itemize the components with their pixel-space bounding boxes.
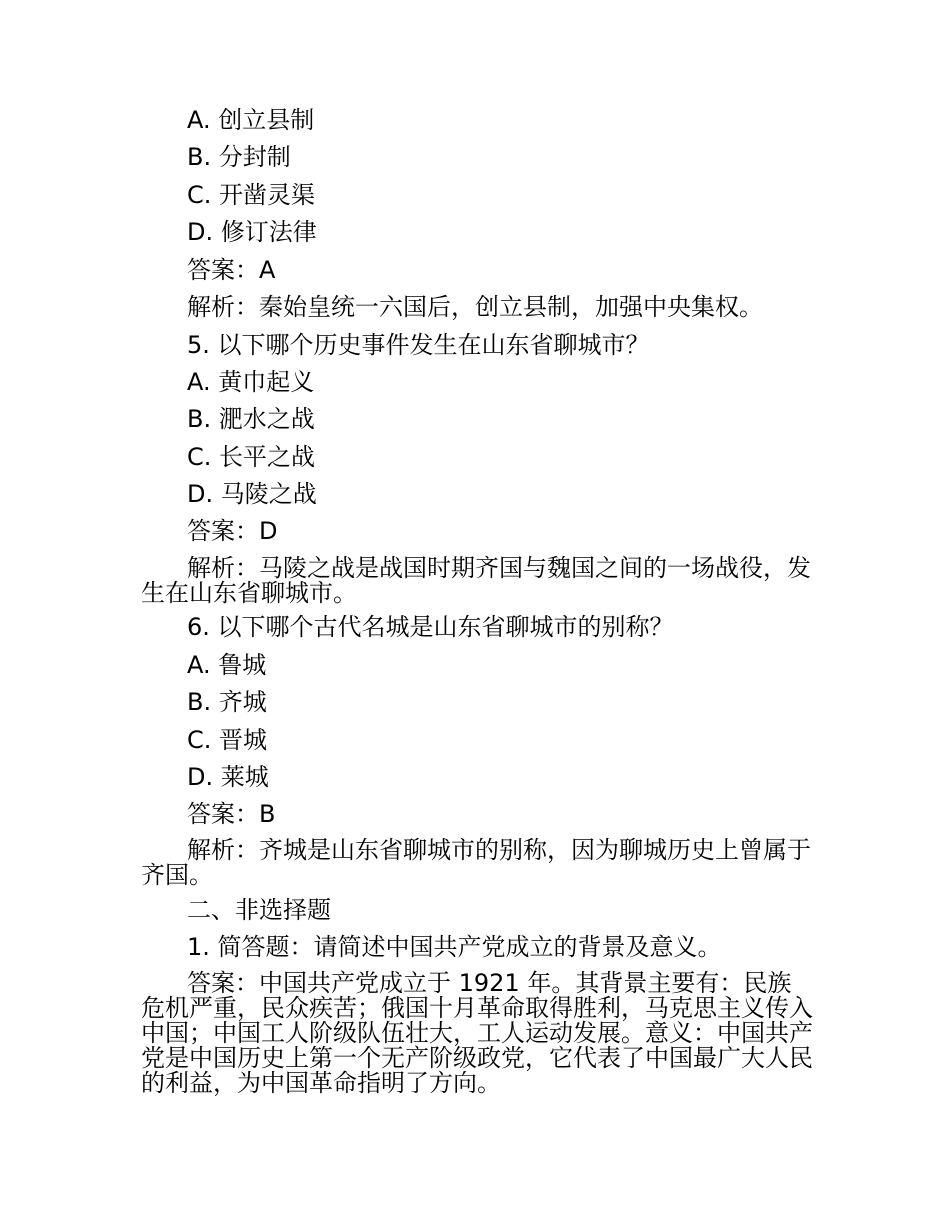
q5-answer: 答案：D (187, 517, 278, 545)
q6-option-a: A. 鲁城 (187, 651, 267, 679)
short-answer-answer-text: 答案：中国共产党成立于 1921 年。其背景主要有：民族危机严重，民众疾苦；俄国十月革命取得胜利，马克思主义传入中国；中国工人阶级队伍壮大，工人运动发展。意义：中国共产党是中国历史上第一个无产阶级政党，它代表了中国最广大人民的利益，为中国革命指明了方向。 (141, 969, 813, 1097)
q5-analysis (141, 556, 813, 606)
q4-option-a: A. 创立县制 (187, 106, 315, 134)
q4-option-c: C. 开凿灵渠 (187, 181, 316, 209)
short-answer-answer (141, 971, 813, 1096)
q5-option-c: C. 长平之战 (187, 443, 316, 471)
q6-analysis (141, 838, 813, 888)
q6-analysis-text: 解析：齐城是山东省聊城市的别称，因为聊城历史上曾属于齐国。 (141, 836, 811, 889)
q4-option-d: D. 修订法律 (187, 218, 317, 246)
section-heading: 二、非选择题 (187, 896, 331, 924)
q5-option-d: D. 马陵之战 (187, 480, 317, 508)
q4-option-b: B. 分封制 (187, 143, 291, 171)
q6-answer: 答案：B (187, 800, 276, 828)
q6-option-d: D. 莱城 (187, 763, 269, 791)
q4-answer: 答案：A (187, 256, 276, 284)
q5-analysis-text: 解析：马陵之战是战国时期齐国与魏国之间的一场战役，发生在山东省聊城市。 (141, 554, 811, 607)
short-answer-question: 1. 简答题：请简述中国共产党成立的背景及意义。 (187, 933, 722, 961)
q4-analysis: 解析：秦始皇统一六国后，创立县制，加强中央集权。 (187, 293, 763, 321)
q5-option-a: A. 黄巾起义 (187, 368, 315, 396)
q6-option-c: C. 晋城 (187, 726, 268, 754)
q5-option-b: B. 淝水之战 (187, 405, 315, 433)
q5-question: 5. 以下哪个历史事件发生在山东省聊城市？ (187, 331, 650, 359)
q6-question: 6. 以下哪个古代名城是山东省聊城市的别称？ (187, 613, 674, 641)
q6-option-b: B. 齐城 (187, 688, 267, 716)
